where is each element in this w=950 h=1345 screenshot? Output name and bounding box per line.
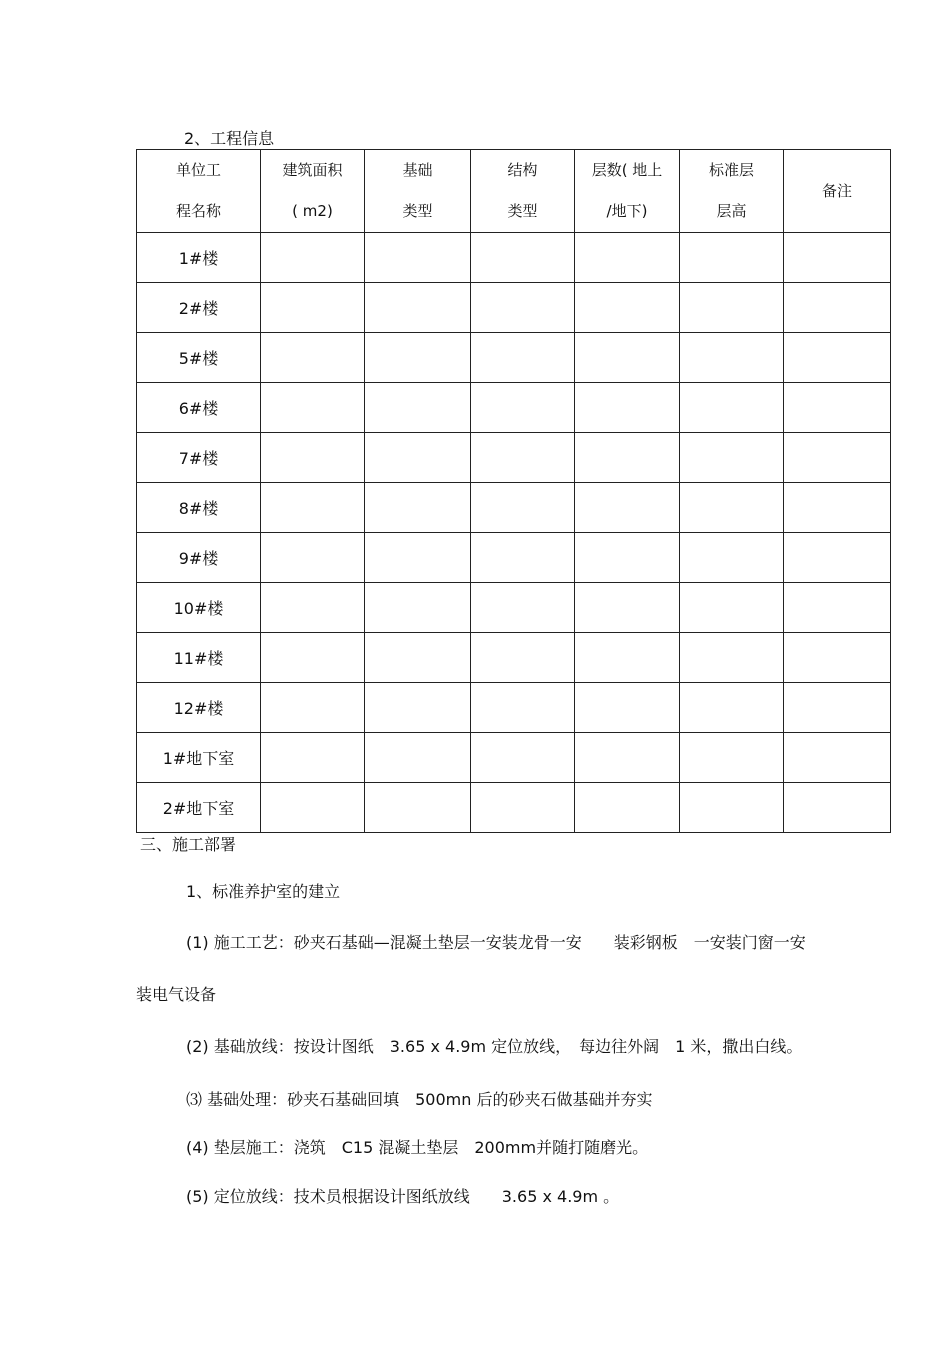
table-header-cell — [365, 150, 471, 233]
table-header-cell — [137, 150, 261, 233]
unit-name-cell: 9#楼 — [137, 533, 261, 583]
unit-name-cell: 11#楼 — [137, 633, 261, 683]
empty-cell — [784, 783, 891, 833]
empty-cell — [680, 383, 784, 433]
empty-cell — [784, 383, 891, 433]
empty-cell — [680, 433, 784, 483]
unit-name-cell: 8#楼 — [137, 483, 261, 533]
table-row — [137, 683, 891, 733]
paragraph-foundation-treatment: ⑶ 基础处理：砂夹石基础回填 500mn 后的砂夹石做基础并夯实 — [186, 1090, 653, 1109]
unit-name-cell: 2#楼 — [137, 283, 261, 333]
empty-cell — [471, 483, 575, 533]
unit-name-cell: 10#楼 — [137, 583, 261, 633]
empty-cell — [784, 733, 891, 783]
empty-cell — [575, 633, 680, 683]
paragraph-positioning: (5) 定位放线：技术员根据设计图纸放线 3.65 x 4.9m 。 — [186, 1187, 620, 1206]
table-header-cell — [261, 150, 365, 233]
empty-cell — [471, 383, 575, 433]
table-row — [137, 483, 891, 533]
empty-cell — [471, 783, 575, 833]
empty-cell — [471, 433, 575, 483]
empty-cell — [784, 483, 891, 533]
heading-curing-room: 1、标准养护室的建立 — [186, 882, 341, 901]
table-body — [137, 233, 891, 833]
empty-cell — [680, 483, 784, 533]
header-line-2: 程名称 — [175, 202, 221, 220]
empty-cell — [261, 533, 365, 583]
empty-cell — [471, 233, 575, 283]
empty-cell — [784, 333, 891, 383]
empty-cell — [261, 633, 365, 683]
empty-cell — [471, 633, 575, 683]
table-header-cell — [471, 150, 575, 233]
empty-cell — [365, 683, 471, 733]
empty-cell — [575, 283, 680, 333]
empty-cell — [261, 233, 365, 283]
empty-cell — [784, 633, 891, 683]
header-line-2: 类型 — [402, 202, 433, 220]
unit-name-cell: 2#地下室 — [137, 783, 261, 833]
table-row — [137, 283, 891, 333]
empty-cell — [575, 533, 680, 583]
paragraph-cushion-construction: (4) 垫层施工：浇筑 C15 混凝土垫层 200mm并随打随磨光。 — [186, 1138, 649, 1157]
empty-cell — [471, 683, 575, 733]
empty-cell — [365, 483, 471, 533]
empty-cell — [471, 583, 575, 633]
table-header-cell — [784, 150, 891, 233]
table-row — [137, 233, 891, 283]
empty-cell — [680, 333, 784, 383]
empty-cell — [365, 383, 471, 433]
header-line-1: 基础 — [402, 161, 433, 179]
heading-deployment: 三、施工部署 — [140, 835, 237, 854]
empty-cell — [261, 333, 365, 383]
empty-cell — [261, 483, 365, 533]
table-row — [137, 783, 891, 833]
empty-cell — [680, 283, 784, 333]
empty-cell — [575, 333, 680, 383]
empty-cell — [575, 433, 680, 483]
table-row — [137, 383, 891, 433]
unit-name-cell: 12#楼 — [137, 683, 261, 733]
header-line-1: 备注 — [821, 181, 852, 200]
empty-cell — [261, 783, 365, 833]
table-row — [137, 533, 891, 583]
table-header-row — [137, 150, 891, 233]
empty-cell — [365, 433, 471, 483]
empty-cell — [784, 683, 891, 733]
section-title: 2、工程信息 — [184, 129, 275, 148]
empty-cell — [471, 533, 575, 583]
empty-cell — [365, 783, 471, 833]
header-line-1: 结构 — [507, 161, 538, 179]
empty-cell — [261, 683, 365, 733]
empty-cell — [680, 733, 784, 783]
unit-name-cell: 7#楼 — [137, 433, 261, 483]
unit-name-cell: 1#地下室 — [137, 733, 261, 783]
empty-cell — [575, 483, 680, 533]
header-line-2: 类型 — [507, 202, 538, 220]
table-header-cell — [575, 150, 680, 233]
empty-cell — [365, 583, 471, 633]
empty-cell — [471, 283, 575, 333]
empty-cell — [365, 633, 471, 683]
empty-cell — [261, 433, 365, 483]
header-line-2: ( m2) — [292, 202, 333, 220]
empty-cell — [680, 533, 784, 583]
table-row — [137, 583, 891, 633]
table-row — [137, 733, 891, 783]
paragraph-process-continued: 装电气设备 — [136, 985, 217, 1004]
empty-cell — [261, 583, 365, 633]
empty-cell — [575, 233, 680, 283]
empty-cell — [680, 633, 784, 683]
empty-cell — [261, 383, 365, 433]
header-line-1: 单位工 — [175, 161, 221, 179]
empty-cell — [680, 583, 784, 633]
empty-cell — [365, 233, 471, 283]
paragraph-foundation-layout: (2) 基础放线：按设计图纸 3.65 x 4.9m 定位放线， 每边往外阔 1 米，撒出白线。 — [186, 1037, 803, 1056]
empty-cell — [261, 283, 365, 333]
empty-cell — [680, 233, 784, 283]
empty-cell — [471, 333, 575, 383]
empty-cell — [784, 433, 891, 483]
header-line-1: 建筑面积 — [282, 161, 343, 179]
table-row — [137, 333, 891, 383]
empty-cell — [680, 783, 784, 833]
header-line-2: 层高 — [716, 202, 747, 220]
empty-cell — [365, 333, 471, 383]
empty-cell — [365, 733, 471, 783]
empty-cell — [784, 583, 891, 633]
table-header-cell — [680, 150, 784, 233]
empty-cell — [575, 733, 680, 783]
header-line-1: 层数( 地上 — [591, 161, 663, 179]
table-row — [137, 633, 891, 683]
empty-cell — [471, 733, 575, 783]
project-info-table — [136, 149, 891, 833]
empty-cell — [365, 533, 471, 583]
empty-cell — [784, 233, 891, 283]
empty-cell — [365, 283, 471, 333]
empty-cell — [680, 683, 784, 733]
unit-name-cell: 5#楼 — [137, 333, 261, 383]
header-line-2: /地下) — [606, 202, 648, 220]
empty-cell — [261, 733, 365, 783]
paragraph-process: (1) 施工工艺：砂夹石基础—混凝土垫层一安装龙骨一安 装彩钢板 一安装门窗一安 — [186, 933, 806, 952]
empty-cell — [575, 583, 680, 633]
table-row — [137, 433, 891, 483]
empty-cell — [575, 383, 680, 433]
empty-cell — [784, 283, 891, 333]
empty-cell — [575, 683, 680, 733]
unit-name-cell: 6#楼 — [137, 383, 261, 433]
empty-cell — [575, 783, 680, 833]
empty-cell — [784, 533, 891, 583]
header-line-1: 标准层 — [708, 161, 754, 179]
unit-name-cell: 1#楼 — [137, 233, 261, 283]
